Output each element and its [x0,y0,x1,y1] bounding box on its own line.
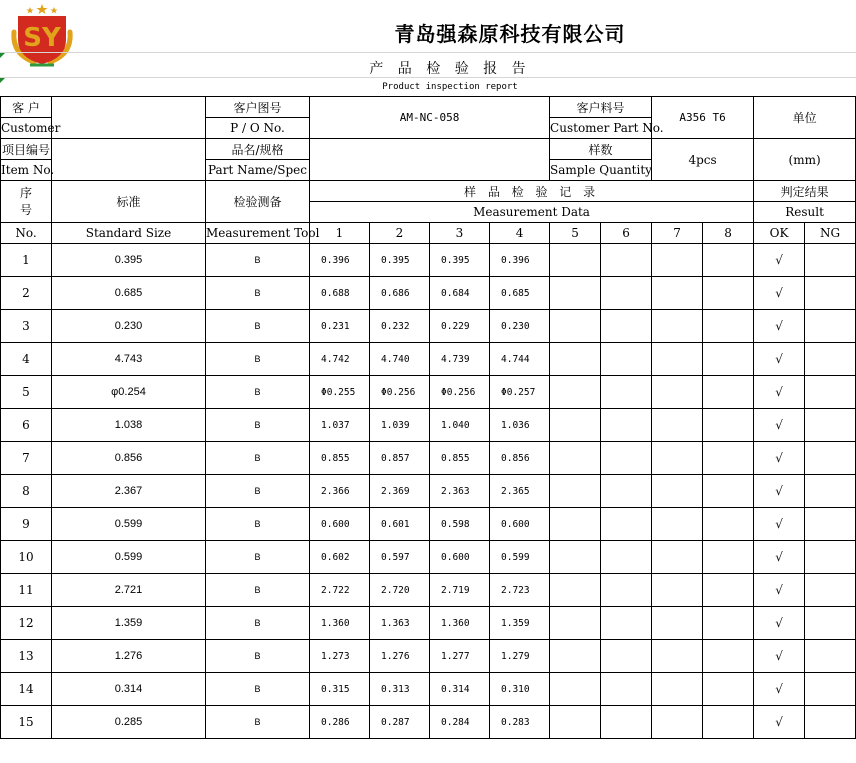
measurement-tool: B [206,673,310,706]
measurement-value: 0.284 [430,706,490,739]
measurement-value: Φ0.256 [430,376,490,409]
logo-lettering: SY [23,23,61,53]
row-number: 15 [1,706,52,739]
measurement-value: 0.857 [370,442,430,475]
table-row [1,442,856,475]
measurement-value: 0.597 [370,541,430,574]
ok-checkmark: √ [754,673,805,706]
part-name-label-cn: 品名/规格 [206,139,310,160]
sample-number: 2 [370,223,430,244]
record-label-en: Measurement Data [310,202,754,223]
measurement-empty [652,640,703,673]
measurement-value: 0.315 [310,673,370,706]
ok-checkmark: √ [754,310,805,343]
measurement-value: 4.740 [370,343,430,376]
measurement-value: 0.688 [310,277,370,310]
measurement-value: 1.279 [490,640,550,673]
customer-label-en: Customer [1,118,52,139]
measurement-value: 0.313 [370,673,430,706]
measurement-value: 2.719 [430,574,490,607]
measurement-empty [703,706,754,739]
measurement-value: Φ0.255 [310,376,370,409]
part-name-label-en: Part Name/Spec [206,160,310,181]
result-label-cn: 判定结果 [754,181,856,202]
standard-size: 1.359 [52,607,206,640]
measurement-empty [601,706,652,739]
row-number: 14 [1,673,52,706]
measurement-tool: B [206,640,310,673]
measurement-empty [601,343,652,376]
ok-checkmark: √ [754,508,805,541]
measurement-value: 0.310 [490,673,550,706]
header-rule [0,77,856,78]
measurement-empty [703,244,754,277]
ng-cell [805,607,856,640]
row-number: 10 [1,541,52,574]
measurement-empty [601,244,652,277]
table-row [1,244,856,277]
measurement-empty [550,508,601,541]
measurement-value: 0.602 [310,541,370,574]
standard-size: 0.685 [52,277,206,310]
part-no-label-en: Customer Part No. [550,118,652,139]
measurement-tool: B [206,376,310,409]
measurement-value: 1.360 [310,607,370,640]
measurement-value: 4.742 [310,343,370,376]
row-number: 12 [1,607,52,640]
measurement-tool: B [206,277,310,310]
measurement-empty [703,607,754,640]
measurement-empty [601,277,652,310]
customer-label-cn: 客 户 [1,97,52,118]
measurement-empty [550,475,601,508]
sample-number: 4 [490,223,550,244]
measurement-tool: B [206,244,310,277]
row-number: 8 [1,475,52,508]
measurement-value: 0.286 [310,706,370,739]
ng-cell [805,277,856,310]
measurement-tool: B [206,409,310,442]
company-logo [6,2,78,68]
table-row [1,376,856,409]
measurement-value: 1.359 [490,607,550,640]
measurement-value: 0.232 [370,310,430,343]
item-no-label-cn: 项目编号 [1,139,52,160]
measurement-empty [550,706,601,739]
ng-cell [805,541,856,574]
standard-size: 0.856 [52,442,206,475]
cell-comment-marker [0,78,5,83]
measurement-empty [652,706,703,739]
measurement-empty [550,574,601,607]
header-rule [0,52,856,53]
measurement-value: 0.601 [370,508,430,541]
ng-label: NG [805,223,856,244]
standard-size: 4.743 [52,343,206,376]
measurement-empty [652,343,703,376]
table-row [1,508,856,541]
table-row [1,607,856,640]
standard-label-cn: 标准 [52,181,206,223]
measurement-value: 0.600 [430,541,490,574]
measurement-empty [550,409,601,442]
row-number: 1 [1,244,52,277]
row-number: 3 [1,310,52,343]
measurement-empty [601,508,652,541]
ng-cell [805,244,856,277]
measurement-empty [703,343,754,376]
row-number: 6 [1,409,52,442]
measurement-empty [601,541,652,574]
ok-checkmark: √ [754,574,805,607]
measurement-empty [601,607,652,640]
measurement-value: 0.396 [490,244,550,277]
part-no-value: A356 T6 [652,97,754,139]
table-row [1,673,856,706]
ng-cell [805,508,856,541]
measurement-empty [601,376,652,409]
ok-checkmark: √ [754,442,805,475]
standard-size: 0.230 [52,310,206,343]
measurement-value: 0.395 [370,244,430,277]
measurement-value: 0.229 [430,310,490,343]
standard-size: 0.599 [52,541,206,574]
measurement-value: 4.744 [490,343,550,376]
table-row [1,541,856,574]
measurement-empty [652,376,703,409]
report-title-cn: 产 品 检 验 报 告 [369,61,531,77]
measurement-value: 1.360 [430,607,490,640]
measurement-empty [550,607,601,640]
seq-label-cn-char: 序 [19,185,32,200]
measurement-tool: B [206,706,310,739]
measurement-empty [652,541,703,574]
table-row [1,409,856,442]
ok-checkmark: √ [754,475,805,508]
measurement-empty [703,442,754,475]
cell-comment-marker [0,53,5,58]
ok-label: OK [754,223,805,244]
measurement-empty [550,310,601,343]
standard-size: 2.367 [52,475,206,508]
measurement-value: 0.230 [490,310,550,343]
measurement-empty [550,673,601,706]
measurement-value: 2.720 [370,574,430,607]
ok-checkmark: √ [754,706,805,739]
standard-size: 0.395 [52,244,206,277]
seq-label-en: No. [1,223,52,244]
measurement-value: 0.855 [310,442,370,475]
sample-number: 6 [601,223,652,244]
measurement-value: 1.036 [490,409,550,442]
sample-number: 1 [310,223,370,244]
tool-label-cn: 检验测备 [206,181,310,223]
item-no-value [52,139,206,181]
measurement-empty [550,244,601,277]
measurement-value: 0.231 [310,310,370,343]
part-no-label-cn: 客户料号 [550,97,652,118]
measurement-tool: B [206,541,310,574]
row-number: 11 [1,574,52,607]
unit-label-cn: 单位 [754,97,856,139]
measurement-empty [601,409,652,442]
measurement-empty [601,574,652,607]
row-number: 9 [1,508,52,541]
ok-checkmark: √ [754,409,805,442]
measurement-value: 1.277 [430,640,490,673]
sample-qty-value: 4pcs [652,139,754,181]
measurement-empty [703,409,754,442]
ok-checkmark: √ [754,277,805,310]
measurement-value: 1.363 [370,607,430,640]
measurement-tool: B [206,574,310,607]
measurement-empty [550,640,601,673]
ng-cell [805,376,856,409]
row-number: 2 [1,277,52,310]
measurement-value: 2.722 [310,574,370,607]
po-label-cn: 客户图号 [206,97,310,118]
ok-checkmark: √ [754,640,805,673]
ng-cell [805,574,856,607]
measurement-empty [703,673,754,706]
ok-checkmark: √ [754,541,805,574]
measurement-value: 2.366 [310,475,370,508]
table-row [1,475,856,508]
row-number: 13 [1,640,52,673]
seq-label-cn [1,181,52,223]
ok-checkmark: √ [754,343,805,376]
measurement-empty [601,475,652,508]
sample-number: 5 [550,223,601,244]
standard-size: 0.599 [52,508,206,541]
measurement-value: Φ0.257 [490,376,550,409]
tool-label-en: Measurement Tool [206,223,310,244]
measurement-value: 0.283 [490,706,550,739]
measurement-empty [652,475,703,508]
measurement-empty [703,310,754,343]
measurement-empty [601,673,652,706]
measurement-empty [652,277,703,310]
ng-cell [805,706,856,739]
measurement-value: 0.684 [430,277,490,310]
report-title-en: Product inspection report [382,82,518,92]
measurement-value: 1.040 [430,409,490,442]
sample-number: 7 [652,223,703,244]
measurement-value: 2.363 [430,475,490,508]
ng-cell [805,640,856,673]
ok-checkmark: √ [754,607,805,640]
table-row [1,343,856,376]
measurement-value: 0.599 [490,541,550,574]
standard-size: 2.721 [52,574,206,607]
measurement-value: 0.287 [370,706,430,739]
row-number: 7 [1,442,52,475]
inspection-table [0,96,856,739]
result-label-en: Result [754,202,856,223]
seq-label-cn-char: 号 [19,202,32,217]
ng-cell [805,310,856,343]
measurement-empty [652,673,703,706]
ng-cell [805,442,856,475]
part-name-value [310,139,550,181]
sample-qty-label-en: Sample Quantity [550,160,652,181]
company-name: 青岛强森原科技有限公司 [394,22,626,46]
measurement-empty [550,376,601,409]
measurement-value: 2.365 [490,475,550,508]
measurement-empty [550,541,601,574]
measurement-empty [601,310,652,343]
ng-cell [805,409,856,442]
measurement-value: 0.598 [430,508,490,541]
measurement-tool: B [206,508,310,541]
standard-size: 1.276 [52,640,206,673]
measurement-empty [652,508,703,541]
measurement-tool: B [206,310,310,343]
measurement-empty [703,574,754,607]
standard-label-en: Standard Size [52,223,206,244]
measurement-empty [652,574,703,607]
measurement-empty [703,640,754,673]
standard-size: 1.038 [52,409,206,442]
measurement-value: 2.369 [370,475,430,508]
ok-checkmark: √ [754,244,805,277]
item-no-label-en: Item No. [1,160,52,181]
sample-number: 8 [703,223,754,244]
measurement-value: 1.276 [370,640,430,673]
sample-qty-label-cn: 样数 [550,139,652,160]
measurement-empty [550,442,601,475]
ng-cell [805,475,856,508]
ok-checkmark: √ [754,376,805,409]
measurement-value: 1.273 [310,640,370,673]
po-label-en: P / O No. [206,118,310,139]
measurement-value: 1.039 [370,409,430,442]
standard-size: φ0.254 [52,376,206,409]
table-row [1,277,856,310]
ng-cell [805,343,856,376]
measurement-tool: B [206,607,310,640]
po-value: AM-NC-058 [310,97,550,139]
measurement-empty [550,277,601,310]
standard-size: 0.285 [52,706,206,739]
measurement-value: 0.395 [430,244,490,277]
measurement-empty [652,442,703,475]
table-row [1,706,856,739]
measurement-tool: B [206,442,310,475]
measurement-empty [601,442,652,475]
measurement-value: Φ0.256 [370,376,430,409]
measurement-value: 0.396 [310,244,370,277]
measurement-value: 0.314 [430,673,490,706]
measurement-tool: B [206,475,310,508]
measurement-value: 2.723 [490,574,550,607]
measurement-tool: B [206,343,310,376]
measurement-empty [703,508,754,541]
measurement-value: 0.855 [430,442,490,475]
table-row [1,310,856,343]
customer-value [52,97,206,139]
ng-cell [805,673,856,706]
measurement-empty [652,310,703,343]
table-row [1,640,856,673]
measurement-value: 1.037 [310,409,370,442]
table-row [1,574,856,607]
measurement-empty [601,640,652,673]
sample-number: 3 [430,223,490,244]
standard-size: 0.314 [52,673,206,706]
measurement-empty [652,607,703,640]
measurement-empty [550,343,601,376]
measurement-empty [703,541,754,574]
measurement-rows [1,244,856,739]
row-number: 5 [1,376,52,409]
record-label-cn: 样 品 检 验 记 录 [310,181,754,202]
measurement-empty [703,277,754,310]
unit-value: (mm) [754,139,856,181]
measurement-empty [652,409,703,442]
measurement-value: 0.686 [370,277,430,310]
measurement-value: 0.856 [490,442,550,475]
measurement-value: 0.600 [490,508,550,541]
measurement-empty [703,475,754,508]
measurement-value: 0.685 [490,277,550,310]
measurement-value: 0.600 [310,508,370,541]
measurement-empty [652,244,703,277]
measurement-value: 4.739 [430,343,490,376]
measurement-empty [703,376,754,409]
row-number: 4 [1,343,52,376]
